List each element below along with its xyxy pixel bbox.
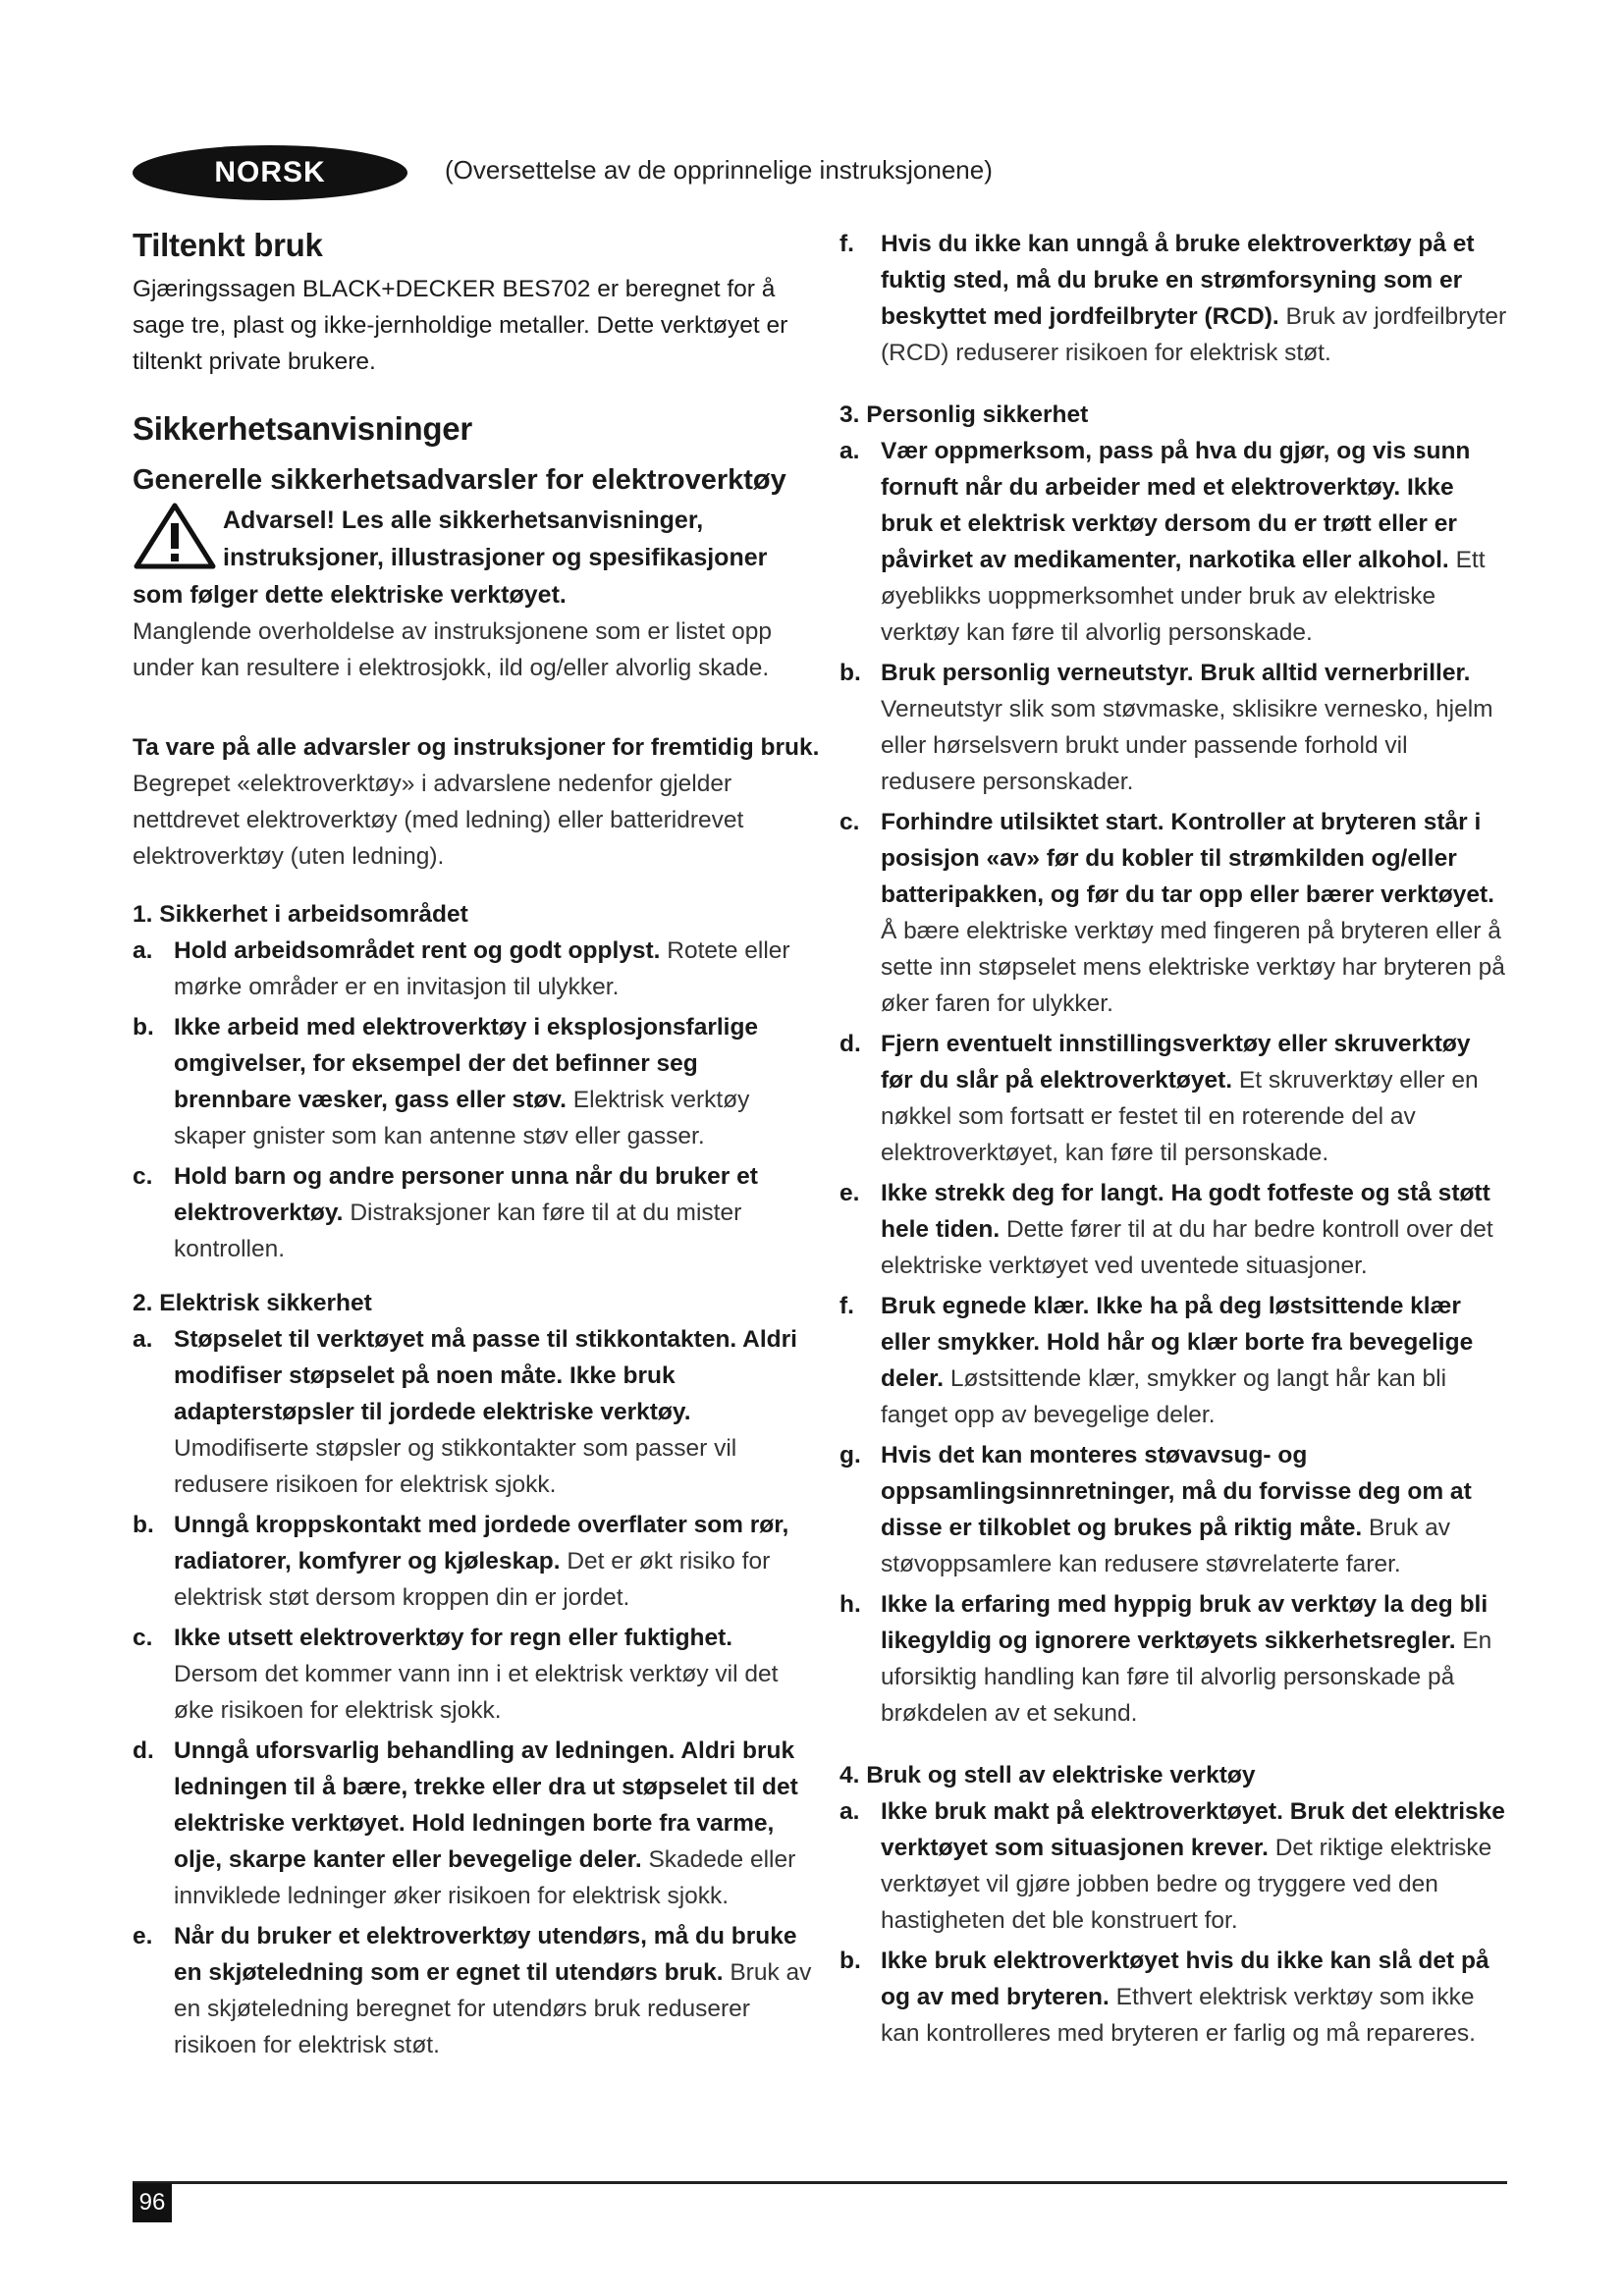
item-bold: Hvis det kan monteres støvavsug- og oppsamlingsinnretninger, må du forvisse deg om at disse er tilkoblet og brukes på riktig måte. (881, 1442, 1472, 1541)
keep-instructions-text: Begrepet «elektroverktøy» i advarslene nedenfor gjelder nettdrevet elektroverktøy (med ledning) eller batteridrevet elektroverktøy (uten ledning). (133, 771, 744, 870)
item-bold: Ikke strekk deg for langt. Ha godt fotfeste og stå støtt hele tiden. (881, 1180, 1490, 1243)
list-item (839, 1793, 1507, 1939)
item-bold: Bruk egnede klær. Ikke ha på deg løstsittende klær eller smykker. Hold hår og klær borte fra bevegelige deler. (881, 1293, 1474, 1392)
item-text: Distraksjoner kan føre til at du mister kontrollen. (174, 1200, 742, 1262)
warning-text: Advarsel! Les alle sikkerhetsanvisninger, instruksjoner, illustrasjoner og spesifikasjoner som følger dette elektriske verktøyet. (133, 507, 768, 609)
item-label: c. (133, 1163, 153, 1190)
language-badge: NORSK (133, 145, 407, 200)
list-item (133, 1321, 820, 1503)
item-bold: Unngå kroppskontakt med jordede overflater som rør, radiatorer, komfyrer og kjøleskap. (174, 1512, 789, 1575)
list-item (839, 655, 1507, 800)
right-column (839, 226, 1507, 2056)
item-label: b. (133, 1014, 154, 1041)
item-bold: Støpselet til verktøyet må passe til stikkontakten. Aldri modifiser støpselet på noen måte. Ikke bruk adapterstøpsler til jordede elektriske verktøy. (174, 1326, 797, 1425)
safety-title: Sikkerhetsanvisninger (133, 410, 472, 447)
page-number: 96 (133, 2183, 172, 2222)
sec4-heading: 4. Bruk og stell av elektriske verktøy (839, 1762, 1256, 1789)
list-item (839, 1437, 1507, 1582)
item-label: a. (133, 1326, 153, 1353)
item-text: Ethvert elektrisk verktøy som ikke kan kontrolleres med bryteren er farlig og må repareres. (881, 1984, 1476, 2047)
keep-instructions (133, 729, 820, 875)
item-label: e. (133, 1923, 153, 1949)
left-column (133, 226, 820, 2067)
item-text: Skadede eller innviklede ledninger øker risikoen for elektrisk sjokk. (174, 1846, 796, 1909)
item-text: Et skruverktøy eller en nøkkel som fortsatt er festet til en roterende del av elektroverktøyet, kan føre til personskade. (881, 1067, 1479, 1166)
footer-divider (133, 2181, 1507, 2184)
item-text: Ett øyeblikks uoppmerksomhet under bruk av elektriske verktøy kan føre til alvorlig personskade. (881, 547, 1486, 646)
item-label: c. (133, 1625, 153, 1651)
item-label: f. (839, 1293, 854, 1319)
item-label: g. (839, 1442, 861, 1468)
item-bold: Fjern eventuelt innstillingsverktøy eller skruverktøy før du slår på elektroverktøyet. (881, 1031, 1471, 1094)
item-label: a. (133, 937, 153, 964)
list-item (133, 1918, 820, 2063)
safety-subtitle: Generelle sikkerhetsadvarsler for elektroverktøy (133, 464, 786, 496)
list-item (839, 804, 1507, 1022)
item-bold: Hvis du ikke kan unngå å bruke elektroverktøy på et fuktig sted, må du bruke en strømforsyning som er beskyttet med jordfeilbryter (RCD). (881, 231, 1475, 330)
list-item (839, 1026, 1507, 1171)
item-text: En uforsiktig handling kan føre til alvorlig personskade på brøkdelen av et sekund. (881, 1628, 1492, 1727)
item-text: Bruk av støvoppsamlere kan redusere støvrelaterte farer. (881, 1515, 1451, 1577)
item-label: h. (839, 1591, 861, 1618)
item-text: Rotete eller mørke områder er en invitasjon til ulykker. (174, 937, 790, 1000)
item-bold: Vær oppmerksom, pass på hva du gjør, og vis sunn fornuft når du arbeider med et elektroverktøy. Ikke bruk et elektrisk verktøy dersom du er trøtt eller er påvirket av medikamenter, narkotika eller alkohol. (881, 438, 1471, 573)
item-label: c. (839, 809, 860, 835)
item-label: b. (839, 1948, 861, 1974)
list-item (133, 1009, 820, 1154)
item-label: e. (839, 1180, 860, 1206)
list-item (839, 226, 1507, 371)
item-bold: Når du bruker et elektroverktøy utendørs, må du bruke en skjøteledning som er egnet til utendørs bruk. (174, 1923, 797, 1986)
item-bold: Bruk personlig verneutstyr. Bruk alltid vernerbriller. (881, 660, 1471, 686)
sec2-heading: 2. Elektrisk sikkerhet (133, 1290, 372, 1316)
translation-note: (Oversettelse av de opprinnelige instruksjonene) (445, 155, 993, 185)
item-label: f. (839, 231, 854, 257)
item-text: Verneutstyr slik som støvmaske, sklisikre vernesko, hjelm eller hørselsvern brukt under passende forhold vil redusere personskader. (881, 696, 1493, 795)
list-item (839, 1288, 1507, 1433)
item-text: Bruk av jordfeilbryter (RCD) reduserer risikoen for elektrisk støt. (881, 303, 1507, 366)
item-bold: Hold arbeidsområdet rent og godt opplyst. (174, 937, 661, 964)
item-label: d. (839, 1031, 861, 1057)
item-text: Dette fører til at du har bedre kontroll over det elektriske verktøyet ved uventede situasjoner. (881, 1216, 1493, 1279)
list-item (839, 433, 1507, 651)
list-item (839, 1586, 1507, 1732)
item-bold: Forhindre utilsiktet start. Kontroller at bryteren står i posisjon «av» før du kobler til strømkilden og/eller batteripakken, og før du tar opp eller bærer verktøyet. (881, 809, 1494, 908)
item-text: Bruk av en skjøteledning beregnet for utendørs bruk reduserer risikoen for elektrisk støt. (174, 1959, 812, 2058)
item-label: a. (839, 438, 860, 464)
item-text: Å bære elektriske verktøy med fingeren på bryteren eller å sette inn støpselet mens elektriske verktøy har bryteren på øker faren for ulykker. (881, 918, 1505, 1017)
item-bold: Ikke arbeid med elektroverktøy i eksplosjonsfarlige omgivelser, for eksempel der det befinner seg brennbare væsker, gass eller støv. (174, 1014, 759, 1113)
sec1-heading: 1. Sikkerhet i arbeidsområdet (133, 901, 468, 928)
list-item (839, 1175, 1507, 1284)
intended-use-body: Gjæringssagen BLACK+DECKER BES702 er beregnet for å sage tre, plast og ikke-jernholdige metaller. Dette verktøyet er tiltenkt private brukere. (133, 276, 788, 375)
sec3-heading: 3. Personlig sikkerhet (839, 401, 1089, 428)
warning-body: Manglende overholdelse av instruksjonene som er listet opp under kan resultere i elektrosjokk, ild og/eller alvorlig skade. (133, 618, 772, 681)
item-bold: Ikke bruk elektroverktøyet hvis du ikke kan slå det på og av med bryteren. (881, 1948, 1489, 2010)
safety-section (133, 409, 820, 2063)
item-bold: Ikke bruk makt på elektroverktøyet. Bruk det elektriske verktøyet som situasjonen krever. (881, 1798, 1505, 1861)
item-label: d. (133, 1737, 154, 1764)
list-item (133, 933, 820, 1005)
list-item (133, 1733, 820, 1914)
item-label: b. (133, 1512, 154, 1538)
item-bold: Ikke la erfaring med hyppig bruk av verktøy la deg bli likegyldig og ignorere verktøyets sikkerhetsregler. (881, 1591, 1489, 1654)
list-item (133, 1158, 820, 1267)
item-bold: Unngå uforsvarlig behandling av ledningen. Aldri bruk ledningen til å bære, trekke eller dra ut støpselet til det elektriske verktøyet. Hold ledningen borte fra varme, olje, skarpe kanter eller bevegelige deler. (174, 1737, 798, 1873)
item-bold: Ikke utsett elektroverktøy for regn eller fuktighet. (174, 1625, 733, 1651)
item-text: Det riktige elektriske verktøyet vil gjøre jobben bedre og tryggere ved den hastigheten det ble konstruert for. (881, 1835, 1492, 1934)
list-item (839, 1943, 1507, 2052)
list-item (133, 1507, 820, 1616)
item-text: Elektrisk verktøy skaper gnister som kan antenne støv eller gasser. (174, 1087, 750, 1149)
item-text: Dersom det kommer vann inn i et elektrisk verktøy vil det øke risikoen for elektrisk sjokk. (174, 1661, 779, 1724)
page-header (133, 145, 1507, 204)
item-text: Det er økt risiko for elektrisk støt dersom kroppen din er jordet. (174, 1548, 771, 1611)
item-bold: Hold barn og andre personer unna når du bruker et elektroverktøy. (174, 1163, 758, 1226)
item-text: Løstsittende klær, smykker og langt hår kan bli fanget opp av bevegelige deler. (881, 1365, 1447, 1428)
keep-instructions-bold: Ta vare på alle advarsler og instruksjoner for fremtidig bruk. (133, 734, 820, 761)
item-text: Umodifiserte støpsler og stikkontakter som passer vil redusere risikoen for elektrisk sjokk. (174, 1435, 737, 1498)
intended-use-section (133, 226, 820, 380)
item-label: a. (839, 1798, 860, 1825)
warning-triangle-icon (133, 502, 217, 570)
intended-use-title: Tiltenkt bruk (133, 227, 323, 263)
list-item (133, 1620, 820, 1729)
item-label: b. (839, 660, 861, 686)
warning-block (133, 502, 820, 614)
